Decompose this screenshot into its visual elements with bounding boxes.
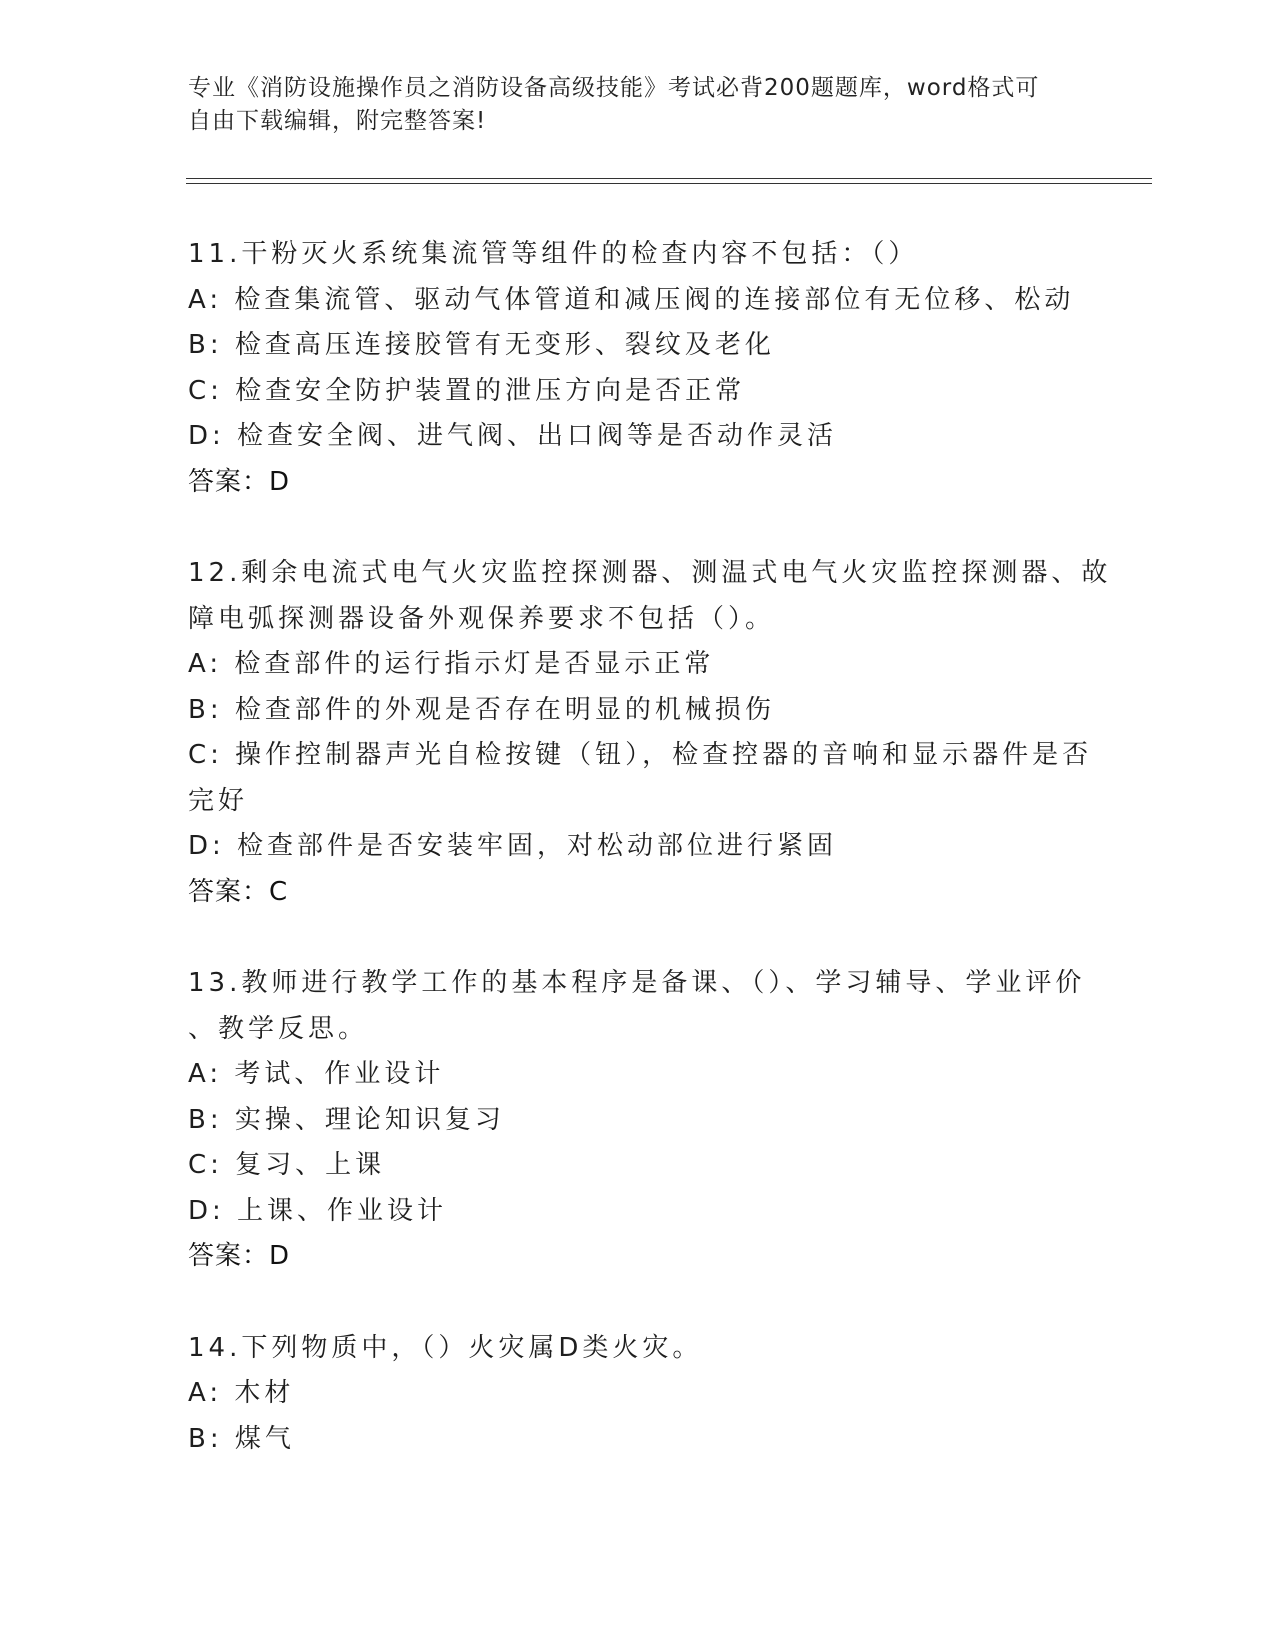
question-13 (188, 961, 1088, 1280)
question-stem-continued: 障电弧探测器设备外观保养要求不包括（）。 (188, 603, 776, 634)
header-divider-top (186, 178, 1152, 179)
document-header (188, 72, 1068, 138)
question-stem: 13.教师进行教学工作的基本程序是备课、（）、学习辅导、学业评价 (188, 968, 1086, 998)
option-a: A: 检查部件的运行指示灯是否显示正常 (188, 649, 715, 679)
option-c: C: 操作控制器声光自检按键（钮），检查控器的音响和显示器件是否 (188, 740, 1093, 770)
option-a: A: 木材 (188, 1378, 295, 1408)
question-stem: 12.剩余电流式电气火灾监控探测器、测温式电气火灾监控探测器、故 (188, 558, 1112, 588)
option-a: A: 检查集流管、驱动气体管道和减压阀的连接部位有无位移、松动 (188, 284, 1075, 315)
option-c: C: 检查安全防护装置的泄压方向是否正常 (188, 375, 746, 406)
option-b: B: 检查部件的外观是否存在明显的机械损伤 (188, 694, 775, 725)
option-b: B: 实操、理论知识复习 (188, 1104, 505, 1135)
answer-line: 答案：D (188, 1241, 291, 1271)
option-d: D: 上课、作业设计 (188, 1195, 448, 1226)
question-12 (188, 551, 1112, 915)
question-11 (188, 232, 1088, 505)
option-c: C: 复习、上课 (188, 1150, 386, 1180)
option-a: A: 考试、作业设计 (188, 1059, 445, 1089)
option-c-continued: 完好 (188, 785, 249, 816)
answer-line: 答案：C (188, 876, 289, 907)
question-stem: 11.干粉灭火系统集流管等组件的检查内容不包括：（） (188, 239, 919, 269)
option-b: B: 检查高压连接胶管有无变形、裂纹及老化 (188, 330, 775, 360)
option-d: D: 检查安全阀、进气阀、出口阀等是否动作灵活 (188, 421, 838, 451)
header-title-line-2: 自由下载编辑，附完整答案! (188, 108, 487, 134)
question-14 (188, 1326, 1088, 1463)
question-stem: 14.下列物质中，（）火灾属D类火灾。 (188, 1332, 703, 1363)
option-d: D: 检查部件是否安装牢固，对松动部位进行紧固 (188, 831, 838, 861)
option-b: B: 煤气 (188, 1423, 295, 1454)
header-divider-bottom (186, 183, 1152, 184)
question-list (188, 232, 1112, 1508)
answer-line: 答案：D (188, 466, 291, 497)
header-title-line-1: 专业《消防设施操作员之消防设备高级技能》考试必背200题题库，word格式可 (188, 75, 1040, 101)
question-stem-continued: 、教学反思。 (188, 1013, 369, 1044)
